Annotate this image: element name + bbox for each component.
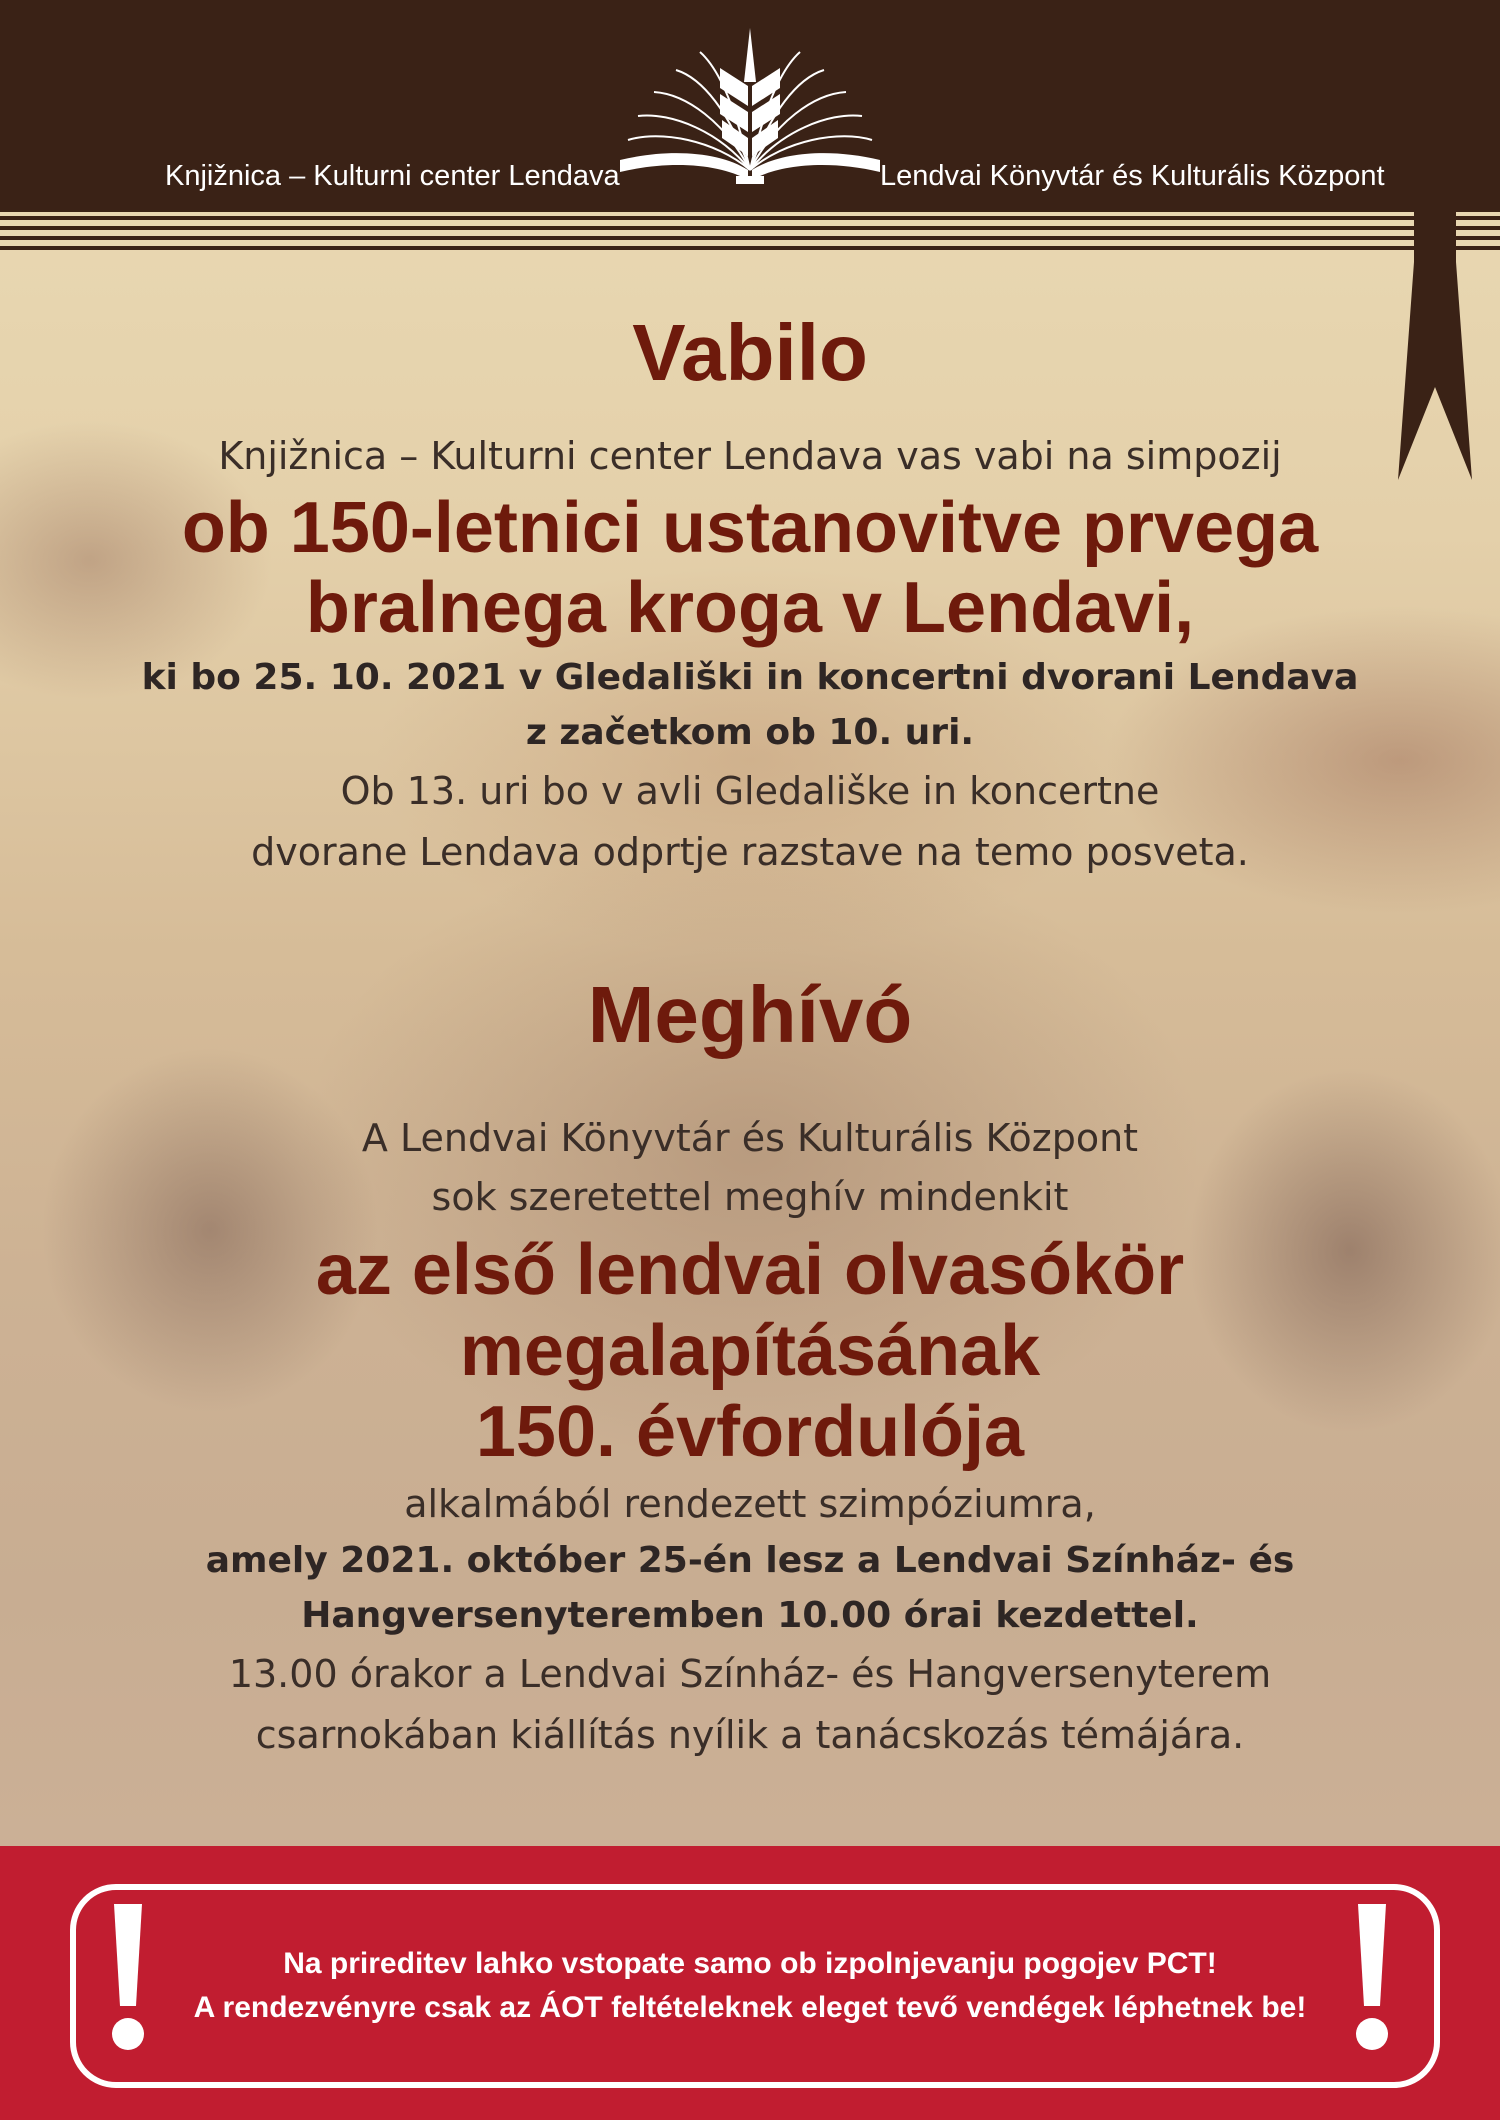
hungarian-after-line: alkalmából rendezett szimpóziumra, (404, 1482, 1096, 1526)
hungarian-detail-line1: amely 2021. október 25-én lesz a Lendvai Színház- és (205, 1540, 1295, 1581)
hungarian-headline-line1: az első lendvai olvasókör (315, 1230, 1185, 1310)
slovene-extra-line1: Ob 13. uri bo v avli Gledališke in koncertne (340, 769, 1160, 813)
hungarian-detail-line2: Hangversenyteremben 10.00 órai kezdettel. (301, 1595, 1199, 1636)
slovene-headline-line2: bralnega kroga v Lendavi, (305, 568, 1195, 648)
slovene-extra-line2: dvorane Lendava odprtje razstave na temo posveta. (251, 830, 1249, 874)
hungarian-intro-line2: sok szeretettel meghív mindenkit (431, 1175, 1069, 1219)
slovene-detail-line2: z začetkom ob 10. uri. (525, 712, 975, 753)
header-left-text: Knjižnica – Kulturni center Lendava (165, 160, 620, 192)
book-wheat-logo-icon (620, 20, 880, 195)
slovene-detail-line1: ki bo 25. 10. 2021 v Gledališki in koncertni dvorani Lendava (141, 657, 1359, 698)
notice-line-hungarian: A rendezvényre csak az ÁOT feltételeknek eleget tevő vendégek léphetnek be! (193, 1991, 1307, 2024)
hungarian-extra-line2: csarnokában kiállítás nyílik a tanácskozás témájára. (255, 1713, 1245, 1757)
slovene-headline-line1: ob 150-letnici ustanovitve prvega (181, 488, 1319, 568)
header-right-text: Lendvai Könyvtár és Kulturális Központ (880, 160, 1385, 192)
hungarian-intro-line1: A Lendvai Könyvtár és Kulturális Központ (361, 1116, 1139, 1160)
title-vabilo: Vabilo (632, 308, 868, 397)
notice-line-slovene: Na prireditev lahko vstopate samo ob izpolnjevanju pogojev PCT! (283, 1947, 1217, 1980)
header-stripe (0, 216, 1500, 220)
hungarian-headline-line3: 150. évfordulója (475, 1392, 1025, 1472)
hungarian-headline-line2: megalapításának (459, 1311, 1041, 1391)
hungarian-extra-line1: 13.00 órakor a Lendvai Színház- és Hangversenyterem (228, 1652, 1272, 1696)
title-meghivo: Meghívó (587, 970, 913, 1059)
header-stripe (0, 226, 1500, 230)
slovene-intro: Knjižnica – Kulturni center Lendava vas vabi na simpozij (218, 434, 1282, 478)
header-stripe (0, 246, 1500, 250)
header-stripe (0, 236, 1500, 240)
